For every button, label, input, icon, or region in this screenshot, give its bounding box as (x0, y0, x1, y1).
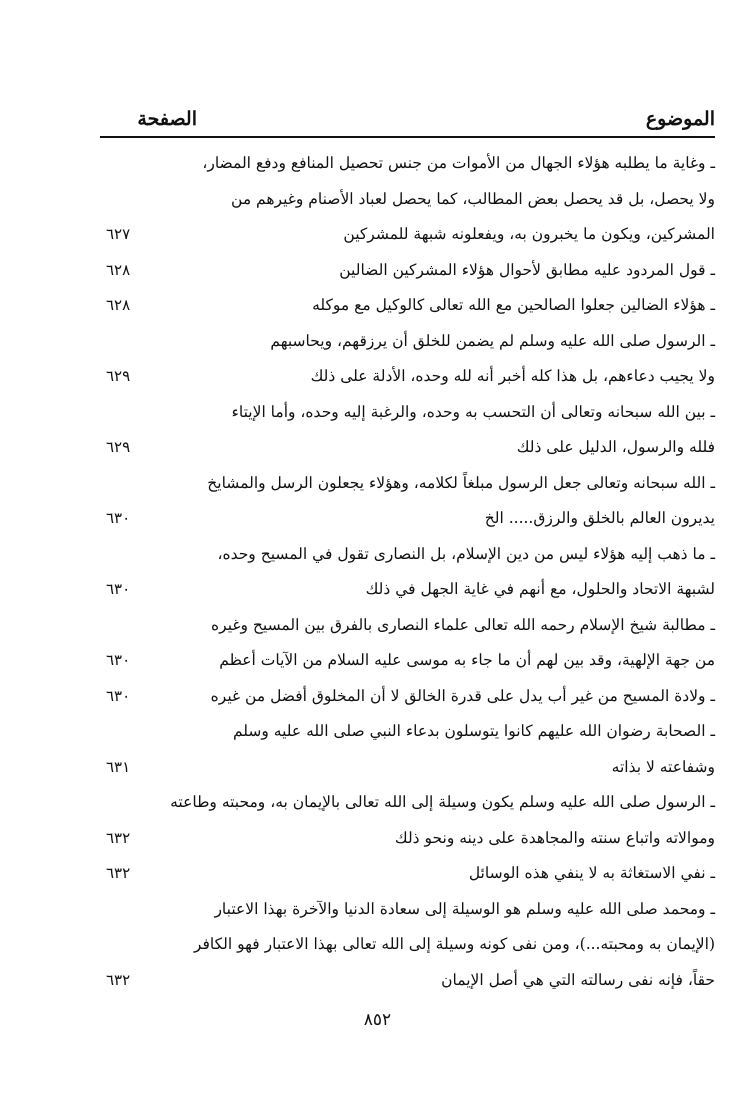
index-entry (100, 643, 715, 679)
index-entry (100, 963, 715, 999)
index-entry (100, 821, 715, 857)
entry-page-number: ٦٣٢ (106, 864, 131, 882)
entry-page-number: ٦٣١ (106, 757, 131, 776)
entry-text: ـ الصحابة رضوان الله عليهم كانوا يتوسلون بدعاء النبي صلى الله عليه وسلم (232, 722, 715, 740)
entry-page-number: ٦٢٧ (106, 225, 131, 243)
entry-text: ـ نفي الاستغاثة به لا ينفي هذه الوسائل (468, 864, 715, 882)
entry-text: ـ وغاية ما يطلبه هؤلاء الجهال من الأموات من جنس تحصيل المنافع ودفع المضار، (202, 154, 715, 172)
entry-text: لشبهة الاتحاد والحلول، مع أنهم في غاية الجهل في ذلك (365, 580, 715, 598)
index-entry (100, 501, 715, 537)
entry-text: وموالاته واتباع سنته والمجاهدة على دينه ونحو ذلك (394, 828, 715, 847)
entry-text: ـ الرسول صلى الله عليه وسلم لم يضمن للخلق أن يرزقهم، ويحاسبهم (270, 331, 715, 350)
entry-page-number: ٦٣٠ (106, 651, 131, 669)
index-entry (100, 892, 715, 928)
index-entry (100, 146, 715, 182)
entry-text: وشفاعته لا بذاته (611, 757, 715, 776)
index-entry (100, 608, 715, 644)
entry-text: ـ هؤلاء الضالين جعلوا الصالحين مع الله تعالى كالوكيل مع موكله (312, 296, 715, 314)
entry-text: ولا يجيب دعاءهم، بل هذا كله أخبر أنه لله وحده، الأدلة على ذلك (310, 367, 715, 385)
index-entry (100, 217, 715, 253)
index-entry (100, 466, 715, 502)
index-entry (100, 324, 715, 360)
entry-text: فلله والرسول، الدليل على ذلك (516, 438, 715, 456)
entry-text: ـ ومحمد صلى الله عليه وسلم هو الوسيلة إلى سعادة الدنيا والآخرة بهذا الاعتبار (214, 899, 715, 918)
entry-page-number: ٦٢٨ (106, 260, 131, 279)
index-entry (100, 253, 715, 289)
header-divider (100, 136, 715, 138)
index-entry (100, 288, 715, 324)
index-entry (100, 537, 715, 573)
table-header (100, 108, 715, 136)
entry-text: ـ بين الله سبحانه وتعالى أن التحسب به وحده، والرغبة إليه وحده، وأما الإيتاء (231, 402, 715, 421)
entry-text: ولا يحصل، بل قد يحصل بعض المطالب، كما يحصل لعباد الأصنام وغيرهم من (231, 189, 715, 208)
index-entry (100, 572, 715, 608)
entry-page-number: ٦٢٩ (106, 438, 131, 456)
entry-text: ـ قول المردود عليه مطابق لأحوال هؤلاء المشركين الضالين (339, 260, 715, 279)
entry-text: من جهة الإلهية، وقد بين لهم أن ما جاء به موسى عليه السلام من الآيات أعظم (219, 651, 715, 669)
index-entry (100, 359, 715, 395)
entry-text: حقاً، فإنه نفى رسالته التي هي أصل الإيمان (441, 970, 715, 989)
page-number: ٨٥٢ (363, 1010, 392, 1030)
index-entry (100, 785, 715, 821)
index-entry (100, 430, 715, 466)
entry-text: (الإيمان به ومحبته...)، ومن نفى كونه وسيلة إلى الله تعالى بهذا الاعتبار فهو الكافر (193, 935, 715, 953)
index-entry (100, 750, 715, 786)
index-entry (100, 182, 715, 218)
index-entry (100, 714, 715, 750)
entry-text: ـ الرسول صلى الله عليه وسلم يكون وسيلة إلى الله تعالى بالإيمان به، ومحبته وطاعته (170, 793, 715, 811)
entry-page-number: ٦٣٢ (106, 970, 131, 989)
entry-page-number: ٦٢٨ (106, 296, 131, 314)
entry-page-number: ٦٢٩ (106, 367, 131, 385)
entry-page-number: ٦٣٢ (106, 828, 131, 847)
index-entries (100, 146, 715, 998)
index-entry (100, 927, 715, 963)
index-entry (100, 395, 715, 431)
entry-page-number: ٦٣٠ (106, 509, 131, 527)
index-entry (100, 679, 715, 715)
entry-text: ـ ما ذهب إليه هؤلاء ليس من دين الإسلام، بل النصارى تقول في المسيح وحده، (217, 544, 715, 563)
entry-page-number: ٦٣٠ (106, 580, 131, 598)
entry-text: ـ الله سبحانه وتعالى جعل الرسول مبلغاً لكلامه، وهؤلاء يجعلون الرسل والمشايخ (207, 473, 715, 492)
entry-page-number: ٦٣٠ (106, 686, 131, 705)
topic-column-heading: الموضوع (645, 108, 715, 130)
index-entry (100, 856, 715, 892)
entry-text: ـ مطالبة شيخ الإسلام رحمه الله تعالى علماء النصارى بالفرق بين المسيح وغيره (211, 615, 715, 634)
entry-text: يديرون العالم بالخلق والرزق..... الخ (484, 509, 715, 527)
page-column-heading: الصفحة (137, 108, 197, 130)
entry-text: المشركين، ويكون ما يخبرون به، ويفعلونه شبهة للمشركين (343, 225, 715, 243)
entry-text: ـ ولادة المسيح من غير أب يدل على قدرة الخالق لا أن المخلوق أفضل من غيره (210, 686, 715, 705)
